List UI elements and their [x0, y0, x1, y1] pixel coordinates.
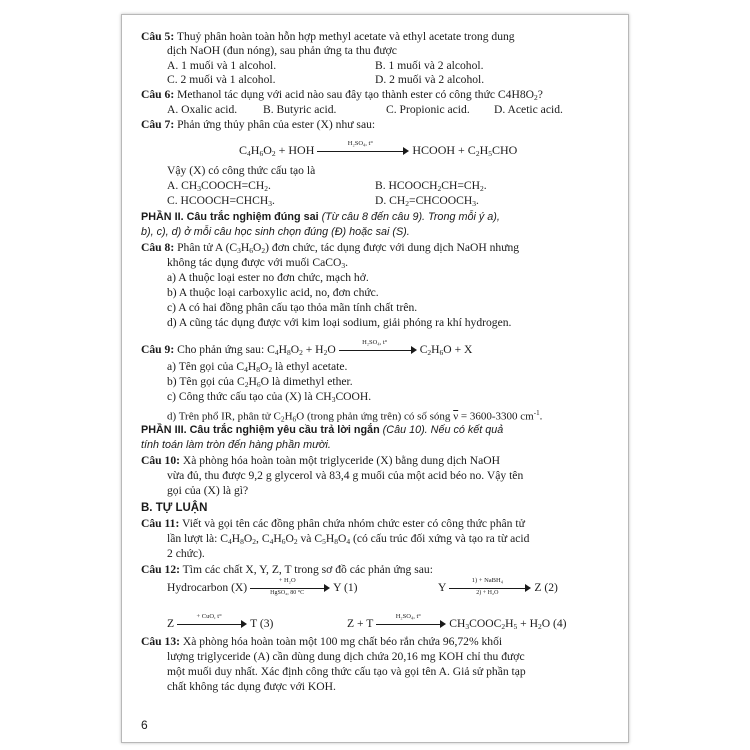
q6-option-a: A. Oxalic acid.	[167, 103, 238, 116]
q12-reaction-3: Z + CuO, t° T (3)	[167, 613, 274, 630]
reaction-arrow: + H₂O HgSO₄, 80 °C	[250, 581, 330, 595]
q7-option-b: B. $HCOOCH_2CH=CH_2$.	[375, 179, 487, 193]
q13-line4: chất không tác dụng được với KOH.	[167, 680, 336, 693]
reaction-arrow: H₂SO₄, t°	[376, 617, 446, 631]
q12-reaction-2: Y 1) + NaBH₄ 2) + H₂O Z (2)	[438, 577, 558, 597]
partB-heading: B. TỰ LUẬN	[141, 502, 208, 514]
q9-statement-c: c) Công thức cấu tạo của (X) là $CH_3COOH$.	[167, 390, 372, 404]
q11-line2: lần lượt là: $C_4H_8O_2$, $C_4H_6O_2$ và $C_5H_8O_4$ (có cấu trúc đối xứng và tạo ra từ acid	[167, 532, 530, 546]
reaction-arrow: 1) + NaBH₄ 2) + H₂O	[449, 581, 531, 595]
q5-line2: dịch NaOH (đun nóng), sau phản ứng ta thu được	[167, 44, 397, 57]
q8-statement-d: d) A cũng tác dụng được với kim loại sodium, giải phóng ra khí hydrogen.	[167, 316, 512, 329]
reaction-arrow: + CuO, t°	[177, 617, 247, 631]
reaction-arrow: H₂SO₄, t°	[339, 343, 417, 357]
q10-line3: gọi của (X) là gì?	[167, 484, 249, 497]
q12-reaction-1: Hydrocarbon (X) + H₂O HgSO₄, 80 °C Y (1)	[167, 577, 358, 597]
q13-line2: lượng triglyceride (A) cần dùng dung dịch chứa 20,16 mg KOH chỉ thu được	[167, 650, 525, 663]
q7-option-d: D. $CH_2=CHCOOCH_3$.	[375, 194, 479, 208]
q10-line2: vừa đủ, thu được 9,2 g glycerol và 83,4 g muối của một acid béo no. Vậy tên	[167, 469, 524, 482]
q8-statement-c: c) A có hai đồng phân cấu tạo thỏa mãn tính chất trên.	[167, 301, 418, 314]
q7-option-c: C. $HCOOCH=CHCH_3$.	[167, 194, 275, 208]
q10-line1: Câu 10: Xà phòng hóa hoàn toàn một triglyceride (X) bằng dung dịch NaOH	[141, 454, 501, 467]
reaction-arrow: H₂SO₄, t°	[317, 144, 409, 158]
q7-question: Câu 7: Phản ứng thủy phân của ester (X) như sau:	[141, 118, 376, 131]
q8-line2: không tác dụng được với muối CaCO$_3$.	[167, 256, 349, 270]
q8-statement-a: a) A thuộc loại ester no đơn chức, mạch hở.	[167, 271, 369, 284]
q7-equation: $C_4H_6O_2$ + HOH H₂SO₄, t° HCOOH + $C_2H_5CHO$	[239, 140, 518, 158]
q8-question: Câu 8: Phân tử A $(C_3H_6O_2)$ đơn chức, tác dụng được với dung dịch NaOH nhưng	[141, 241, 520, 255]
q6-option-c: C. Propionic acid.	[386, 103, 470, 116]
part3-note: tính toán làm tròn đến hàng phần mười.	[141, 439, 331, 451]
q9-statement-d: d) Trên phổ IR, phân tử $C_2H_6O$ (trong phản ứng trên) có số sóng $\overline{\nu} = 3600-3300$ $cm^{-1}$.	[167, 409, 543, 424]
q12-reaction-4: Z + T H₂SO₄, t° $CH_3COOC_2H_5 + H_2O$ (4)	[347, 613, 567, 631]
q11-line1: Câu 11: Viết và gọi tên các đồng phân chứa nhóm chức ester có công thức phân tử	[141, 517, 525, 530]
q5-option-c: C. 2 muối và 1 alcohol.	[167, 73, 276, 86]
part3-heading: PHẦN III. Câu trắc nghiệm yêu cầu trả lời ngắn (Câu 10). Nếu có kết quả	[141, 424, 504, 436]
q11-line3: 2 chức).	[167, 547, 205, 560]
q9-question: Câu 9: Cho phản ứng sau: $C_4H_8O_2 + H_2O$ H₂SO₄, t° $C_2H_6O + X$	[141, 339, 473, 357]
q7-line-x: Vậy (X) có công thức cấu tạo là	[167, 164, 316, 177]
q5-option-d: D. 2 muối và 2 alcohol.	[375, 73, 485, 86]
q13-line3: một muối duy nhất. Xác định công thức cấu tạo và gọi tên A. Giả sử phần tạp	[167, 665, 526, 678]
q5-line1: Câu 5: Thuỷ phân hoàn toàn hỗn hợp methyl acetate và ethyl acetate trong dung	[141, 30, 515, 43]
q6-option-b: B. Butyric acid.	[263, 103, 337, 116]
q6-option-d: D. Acetic acid.	[494, 103, 563, 116]
q8-statement-b: b) A thuộc loại carboxylic acid, no, đơn chức.	[167, 286, 379, 299]
q9-statement-b: b) Tên gọi của $C_2H_6O$ là dimethyl ether.	[167, 375, 353, 389]
part2-note: b), c), d) ở mỗi câu học sinh chọn đúng (Đ) hoặc sai (S).	[141, 226, 410, 238]
q5-label: Câu 5:	[141, 30, 175, 43]
q5-option-b: B. 1 muối và 2 alcohol.	[375, 59, 484, 72]
q13-line1: Câu 13: Xà phòng hóa hoàn toàn một 100 mg chất béo rắn chứa 96,72% khối	[141, 635, 503, 648]
page-number: 6	[141, 718, 148, 732]
document-page	[121, 14, 629, 743]
q7-option-a: A. $CH_3COOCH=CH_2$.	[167, 179, 271, 193]
q9-statement-a: a) Tên gọi của $C_4H_8O_2$ là ethyl acetate.	[167, 360, 348, 374]
q12-question: Câu 12: Tìm các chất X, Y, Z, T trong sơ đồ các phản ứng sau:	[141, 563, 433, 576]
part2-heading: PHẦN II. Câu trắc nghiệm đúng sai (Từ câu 8 đến câu 9). Trong mỗi ý a),	[141, 211, 500, 223]
q6-question: Câu 6: Methanol tác dụng với acid nào sau đây tạo thành ester có công thức $C4H8O_2$?	[141, 88, 543, 102]
q5-option-a: A. 1 muối và 1 alcohol.	[167, 59, 277, 72]
